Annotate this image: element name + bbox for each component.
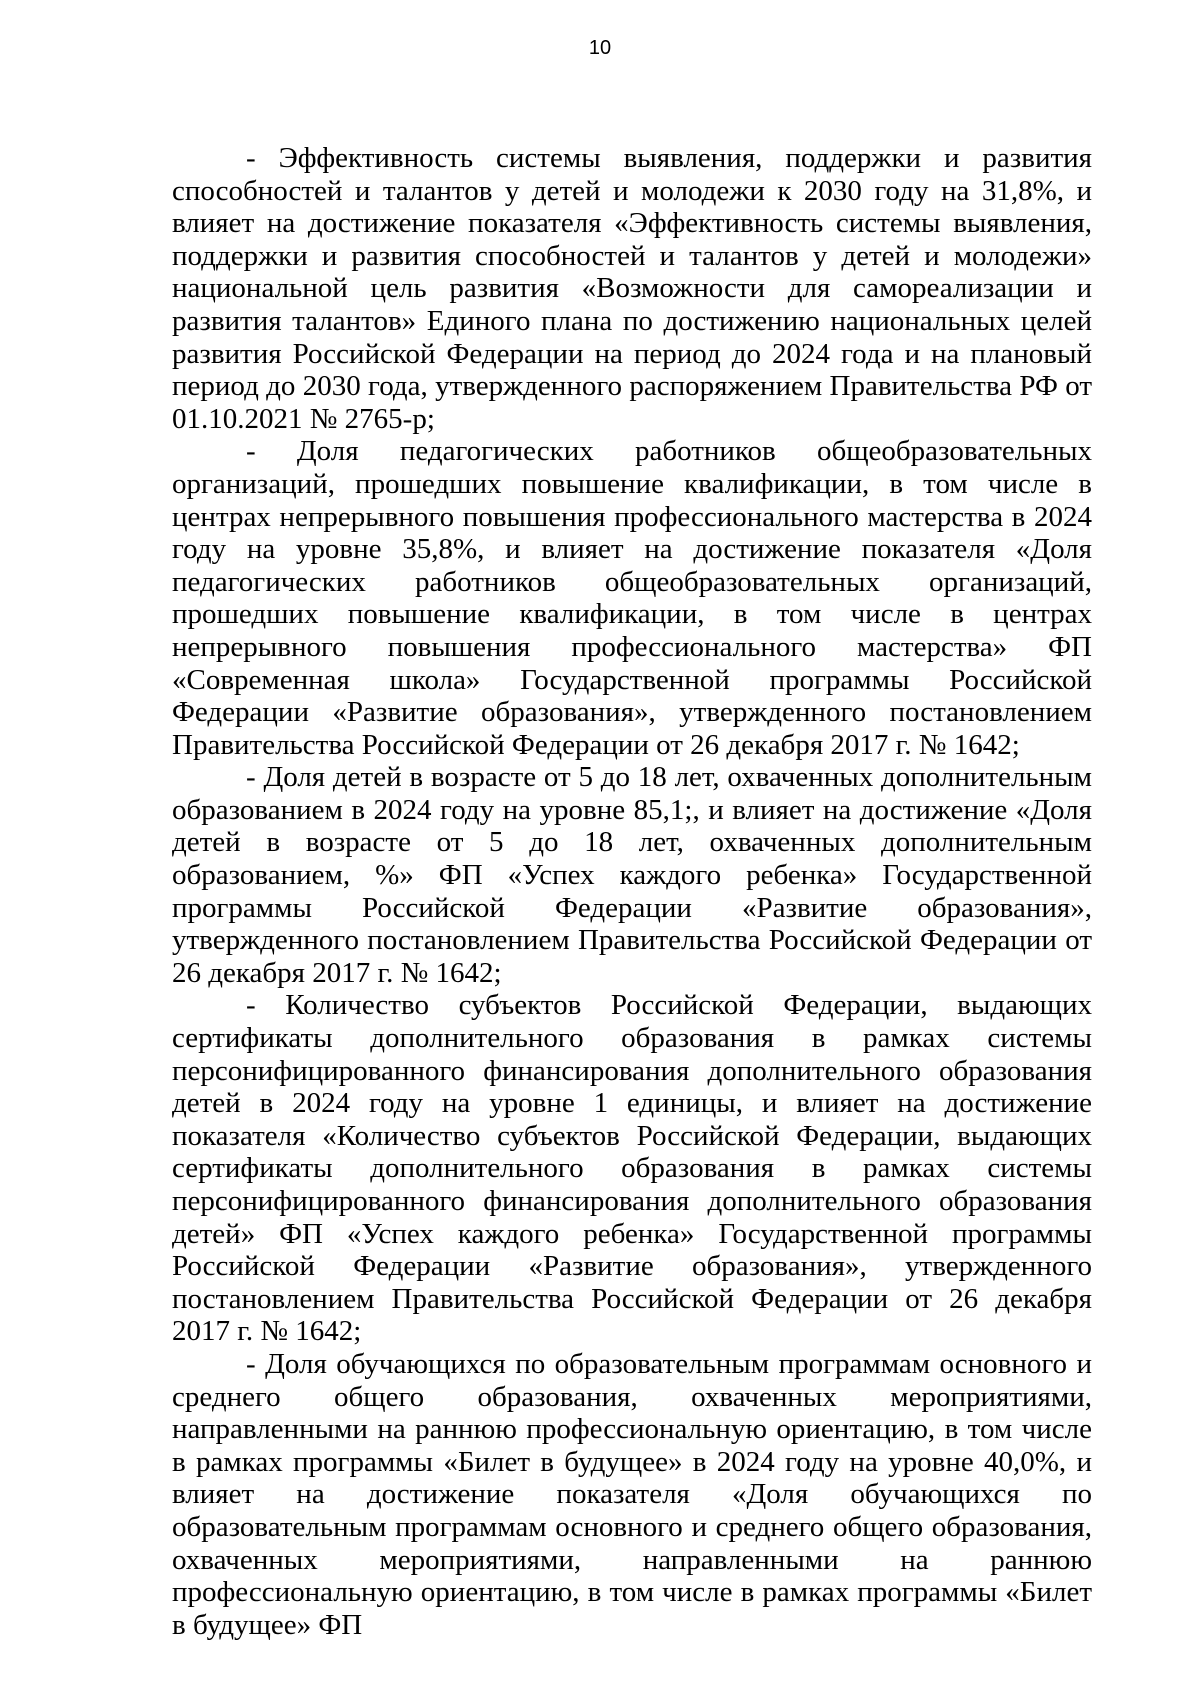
paragraph-education-certificates: - Количество субъектов Российской Федерации, выдающих сертификаты дополнительного образования в рамках системы персонифицированного финансирования дополнительного образования детей в 2024 году на уровне 1 единицы, и влияет на достижение показателя «Количество субъектов Российской Федерации, выдающих сертификаты дополнительного образования в рамках системы персонифицированного финансирования дополнительного образования детей» ФП «Успех каждого ребенка» Государственной программы Российской Федерации «Развитие образования», утвержденного постановлением Правительства Российской Федерации от 26 декабря 2017 г. № 1642; xyxy=(172,989,1092,1348)
paragraph-talent-efficiency: - Эффективность системы выявления, поддержки и развития способностей и талантов у детей и молодежи к 2030 году на 31,8%, и влияет на достижение показателя «Эффективность системы выявления, поддержки и развития способностей и талантов у детей и молодежи» национальной цель развития «Возможности для самореализации и развития талантов» Единого плана по достижению национальных целей развития Российской Федерации на период до 2024 года и на плановый период до 2030 года, утвержденного распоряжением Правительства РФ от 01.10.2021 № 2765-р; xyxy=(172,142,1092,435)
document-body xyxy=(172,142,1092,1641)
paragraph-career-guidance: - Доля обучающихся по образовательным программам основного и среднего общего образования, охваченных мероприятиями, направленными на раннюю профессиональную ориентацию, в том числе в рамках программы «Билет в будущее» в 2024 году на уровне 40,0%, и влияет на достижение показателя «Доля обучающихся по образовательным программам основного и среднего общего образования, охваченных мероприятиями, направленными на раннюю профессиональную ориентацию, в том числе в рамках программы «Билет в будущее» ФП xyxy=(172,1347,1092,1641)
paragraph-additional-education-coverage: - Доля детей в возрасте от 5 до 18 лет, охваченных дополнительным образованием в 2024 году на уровне 85,1;, и влияет на достижение «Доля детей в возрасте от 5 до 18 лет, охваченных дополнительным образованием, %» ФП «Успех каждого ребенка» Государственной программы Российской Федерации «Развитие образования», утвержденного постановлением Правительства Российской Федерации от 26 декабря 2017 г. № 1642; xyxy=(172,761,1092,989)
paragraph-teacher-qualification: - Доля педагогических работников общеобразовательных организаций, прошедших повышение квалификации, в том числе в центрах непрерывного повышения профессионального мастерства в 2024 году на уровне 35,8%, и влияет на достижение показателя «Доля педагогических работников общеобразовательных организаций, прошедших повышение квалификации, в том числе в центрах непрерывного повышения профессионального мастерства» ФП «Современная школа» Государственной программы Российской Федерации «Развитие образования», утвержденного постановлением Правительства Российской Федерации от 26 декабря 2017 г. № 1642; xyxy=(172,435,1092,761)
page-number: 10 xyxy=(588,37,612,59)
